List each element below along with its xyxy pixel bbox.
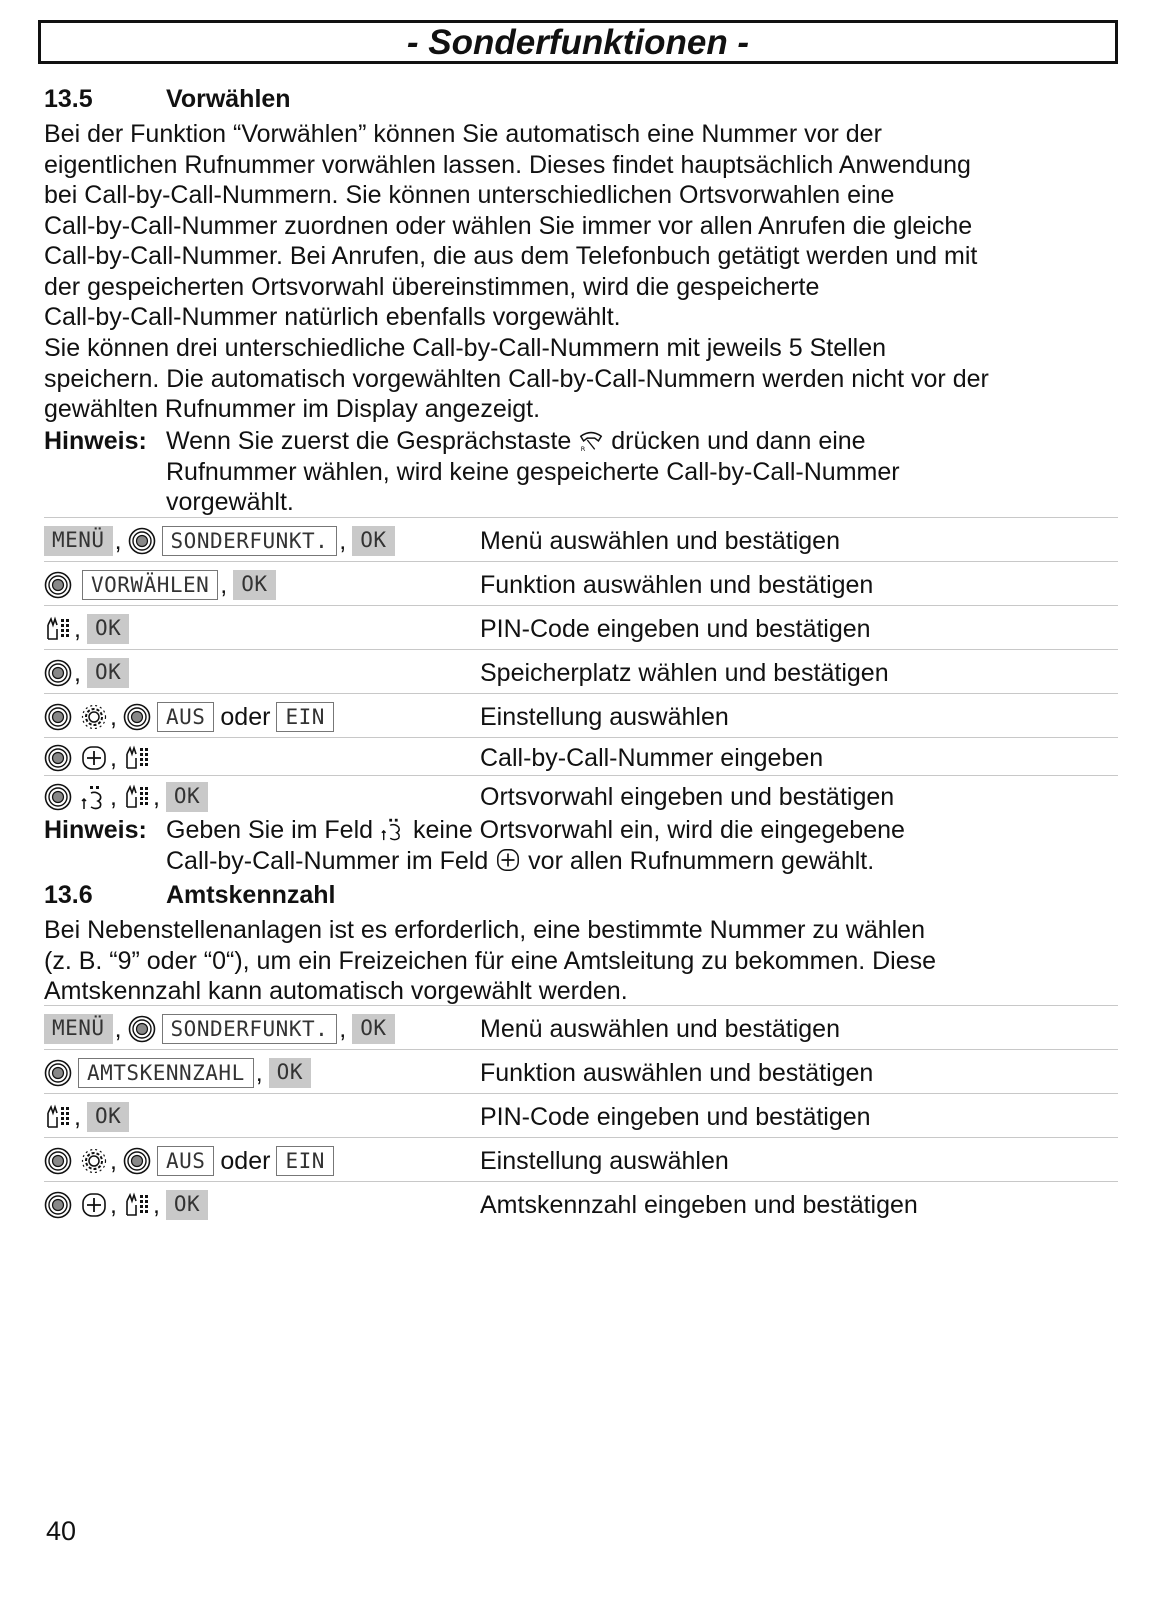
navigation-ring-icon[interactable] — [44, 783, 72, 811]
text-line: Bei Nebenstellenanlagen ist es erforderlich, eine bestimmte Nummer zu wählen — [44, 916, 925, 944]
area-code-icon — [80, 783, 108, 811]
step-row: , AUS oder EIN Einstellung auswählen — [44, 693, 1118, 737]
off-option: AUS — [157, 702, 214, 732]
section-number: 13.5 — [44, 85, 93, 113]
ok-softkey[interactable]: OK — [87, 658, 129, 688]
menu-softkey[interactable]: MENÜ — [44, 1014, 113, 1044]
note-text: Wenn Sie zuerst die Gesprächstaste — [166, 427, 572, 455]
navigation-ring-icon[interactable] — [44, 703, 72, 731]
step-row: , Call-by-Call-Nummer eingeben — [44, 737, 1118, 776]
ok-softkey[interactable]: OK — [166, 782, 208, 812]
navigation-ring-icon[interactable] — [128, 527, 156, 555]
header-title: - Sonderfunktionen - — [406, 23, 750, 62]
plus-box-icon — [495, 847, 521, 873]
step-description: Funktion auswählen und bestätigen — [480, 1059, 874, 1087]
keypad-icon[interactable] — [44, 615, 72, 643]
navigation-ring-icon[interactable] — [44, 744, 72, 772]
section-title: Vorwählen — [166, 85, 291, 113]
step-description: Einstellung auswählen — [480, 1147, 729, 1175]
gear-icon — [80, 703, 108, 731]
page-number: 40 — [46, 1516, 77, 1546]
off-option: AUS — [157, 1146, 214, 1176]
keypad-icon[interactable] — [44, 1103, 72, 1131]
navigation-ring-icon[interactable] — [44, 659, 72, 687]
step-row: , OK Speicherplatz wählen und bestätigen — [44, 649, 1118, 693]
navigation-ring-icon[interactable] — [44, 1059, 72, 1087]
text-line: der gespeicherten Ortsvorwahl übereinstimmen, wird die gespeicherte — [44, 272, 820, 301]
navigation-ring-icon[interactable] — [44, 571, 72, 599]
note-2 — [44, 815, 1124, 877]
on-option: EIN — [276, 1146, 333, 1176]
text-line: Bei der Funktion “Vorwählen” können Sie automatisch eine Nummer vor der — [44, 120, 882, 148]
text-line: (z. B. “9” oder “0“), um ein Freizeichen für eine Amtsleitung zu bekommen. Diese — [44, 946, 937, 975]
section-title: Amtskennzahl — [166, 881, 336, 909]
note-1 — [44, 426, 1124, 518]
step-row: , , OK Ortsvorwahl eingeben und bestätigen — [44, 775, 1118, 816]
navigation-ring-icon[interactable] — [123, 703, 151, 731]
step-row: , OK PIN-Code eingeben und bestätigen — [44, 1093, 1118, 1137]
ok-softkey[interactable]: OK — [352, 526, 394, 556]
intro-paragraph-2 — [44, 333, 1124, 425]
text-line: bei Call-by-Call-Nummern. Sie können unterschiedlichen Ortsvorwahlen eine — [44, 181, 895, 209]
or-text: oder — [220, 702, 271, 731]
note-text: vorgewählt. — [166, 488, 294, 516]
note-text: vor allen Rufnummern gewählt. — [528, 846, 875, 875]
step-row: MENÜ , SONDERFUNKT. , OK Menü auswählen und bestätigen — [44, 1005, 1118, 1049]
step-description: Funktion auswählen und bestätigen — [480, 571, 874, 599]
text-line: Call-by-Call-Nummer zuordnen oder wählen Sie immer vor allen Anrufen die gleiche — [44, 211, 973, 240]
note-label: Hinweis: — [44, 816, 147, 844]
or-text: oder — [220, 1146, 271, 1175]
step-description: Ortsvorwahl eingeben und bestätigen — [480, 783, 895, 811]
keypad-icon[interactable] — [123, 744, 151, 772]
ok-softkey[interactable]: OK — [233, 570, 275, 600]
gear-icon — [80, 1147, 108, 1175]
ok-softkey[interactable]: OK — [87, 1102, 129, 1132]
ok-softkey[interactable]: OK — [269, 1058, 311, 1088]
step-description: Menü auswählen und bestätigen — [480, 1015, 840, 1043]
step-row: , OK PIN-Code eingeben und bestätigen — [44, 605, 1118, 649]
note-label: Hinweis: — [44, 427, 147, 455]
plus-box-icon — [80, 744, 108, 772]
text-line: Amtskennzahl kann automatisch vorgewählt werden. — [44, 977, 628, 1005]
note-text: Geben Sie im Feld — [166, 816, 374, 844]
ok-softkey[interactable]: OK — [352, 1014, 394, 1044]
intro-paragraph-1 — [44, 119, 1124, 333]
display-option: SONDERFUNKT. — [162, 1014, 338, 1044]
step-row: AMTSKENNZAHL , OK Funktion auswählen und bestätigen — [44, 1049, 1118, 1093]
section-header — [38, 20, 1118, 64]
text-line: eigentlichen Rufnummer vorwählen lassen. Dieses findet hauptsächlich Anwendung — [44, 150, 971, 179]
step-description: Speicherplatz wählen und bestätigen — [480, 659, 889, 687]
step-description: Einstellung auswählen — [480, 703, 729, 731]
navigation-ring-icon[interactable] — [44, 1191, 72, 1219]
display-option: SONDERFUNKT. — [162, 526, 338, 556]
keypad-icon[interactable] — [123, 783, 151, 811]
step-description: Menü auswählen und bestätigen — [480, 527, 840, 555]
step-description: Amtskennzahl eingeben und bestätigen — [480, 1191, 918, 1219]
text-line: Call-by-Call-Nummer. Bei Anrufen, die aus dem Telefonbuch getätigt werden und mit — [44, 242, 978, 270]
step-row: , AUS oder EIN Einstellung auswählen — [44, 1137, 1118, 1181]
talk-key-icon — [578, 427, 604, 453]
text-line: Sie können drei unterschiedliche Call-by-Call-Nummern mit jeweils 5 Stellen — [44, 334, 887, 362]
step-row: VORWÄHLEN , OK Funktion auswählen und bestätigen — [44, 561, 1118, 605]
text-line: Call-by-Call-Nummer natürlich ebenfalls vorgewählt. — [44, 303, 621, 331]
note-text: Call-by-Call-Nummer im Feld — [166, 846, 489, 875]
note-text: drücken und dann eine — [611, 427, 866, 455]
section-number: 13.6 — [44, 881, 93, 909]
display-option: AMTSKENNZAHL — [78, 1058, 254, 1088]
ok-softkey[interactable]: OK — [87, 614, 129, 644]
on-option: EIN — [276, 702, 333, 732]
menu-softkey[interactable]: MENÜ — [44, 526, 113, 556]
step-description: PIN-Code eingeben und bestätigen — [480, 1103, 871, 1131]
note-text: Rufnummer wählen, wird keine gespeicherte Call-by-Call-Nummer — [166, 457, 900, 486]
plus-box-icon — [80, 1191, 108, 1219]
display-option: VORWÄHLEN — [82, 570, 218, 600]
navigation-ring-icon[interactable] — [44, 1147, 72, 1175]
step-row: MENÜ , SONDERFUNKT. , OK Menü auswählen und bestätigen — [44, 517, 1118, 561]
navigation-ring-icon[interactable] — [123, 1147, 151, 1175]
amtskennzahl-paragraph — [44, 915, 1124, 1007]
navigation-ring-icon[interactable] — [128, 1015, 156, 1043]
step-description: Call-by-Call-Nummer eingeben — [480, 744, 824, 772]
text-line: speichern. Die automatisch vorgewählten Call-by-Call-Nummern werden nicht vor der — [44, 364, 989, 393]
ok-softkey[interactable]: OK — [166, 1190, 208, 1220]
area-code-icon — [380, 816, 406, 842]
text-line: gewählten Rufnummer im Display angezeigt. — [44, 395, 541, 423]
note-text: keine Ortsvorwahl ein, wird die eingegebene — [412, 816, 905, 844]
keypad-icon[interactable] — [123, 1191, 151, 1219]
step-row: , , OK Amtskennzahl eingeben und bestätigen — [44, 1181, 1118, 1225]
step-description: PIN-Code eingeben und bestätigen — [480, 615, 871, 643]
